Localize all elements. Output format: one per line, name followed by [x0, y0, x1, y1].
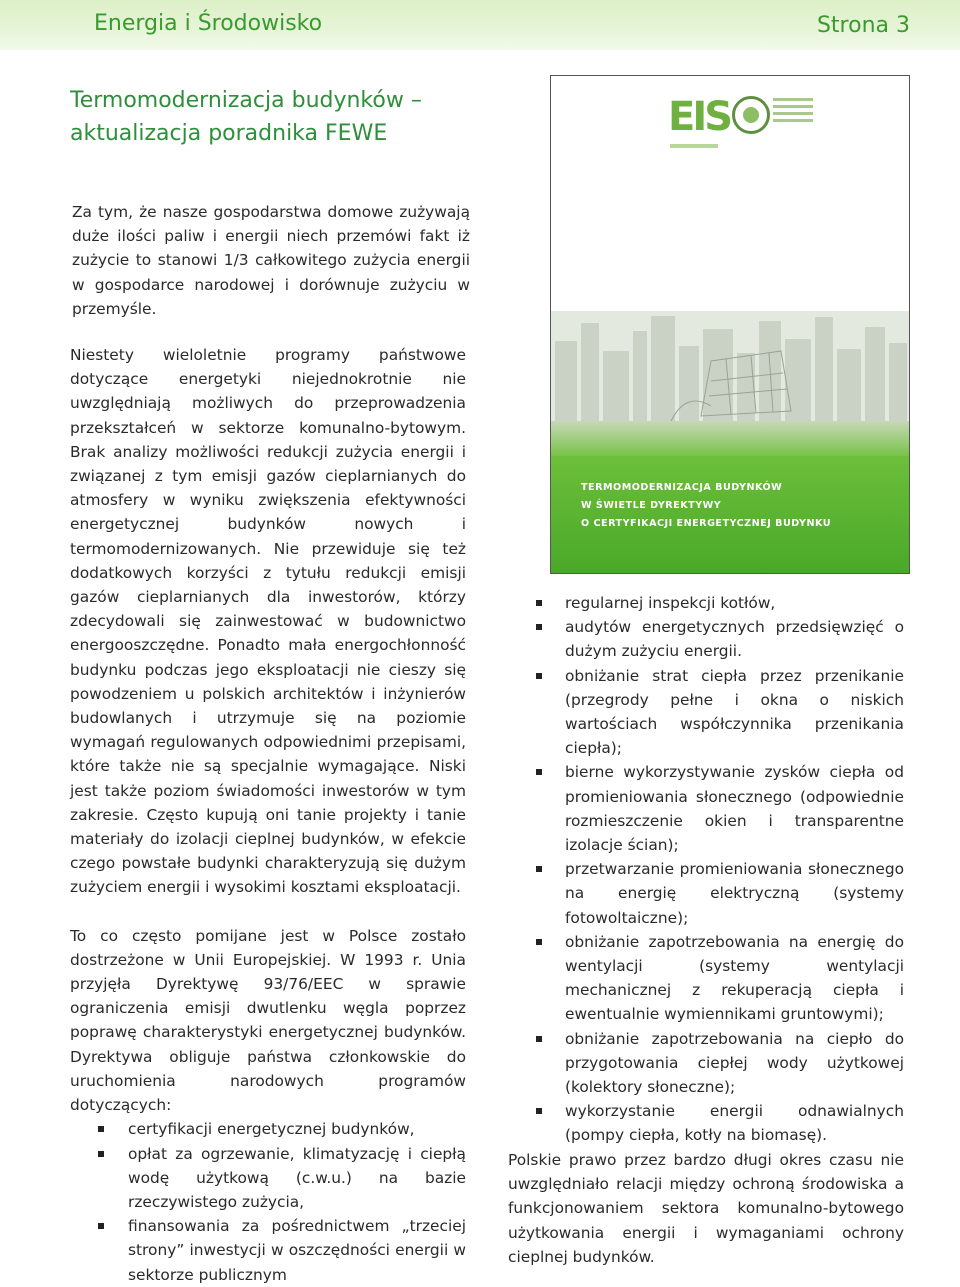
list-item: audytów energetycznych przedsięwzięć o dużym zużyciu energii. — [508, 615, 904, 663]
article-title-line-2: aktualizacja poradnika FEWE — [70, 121, 388, 146]
list-item: opłat za ogrzewanie, klimatyzację i ciepłą wodę użytkową (c.w.u.) na bazie rzeczywistego zużycia, — [70, 1142, 466, 1215]
publication-cover-image — [550, 75, 910, 574]
right-bullet-list — [508, 591, 904, 1148]
list-item: wykorzystanie energii odnawialnych (pompy ciepła, kotły na biomasę). — [508, 1099, 904, 1147]
eis-logo: EIS — [668, 94, 730, 140]
left-bullet-list — [70, 1117, 466, 1286]
header-title: Energia i Środowisko — [94, 11, 323, 36]
closing-text: Polskie prawo przez bardzo długi okres czasu nie uwzględniało relacji między ochroną środowiska a funkcjonowaniem sektora komunalno-bytowego użytkowania energii i wymaganiami ochrony cieplnej budynków. — [508, 1151, 904, 1266]
list-item: bierne wykorzystywanie zysków ciepła od promieniowania słonecznego (odpowiednie rozmieszczenie okien i transparentne izolacje ścian); — [508, 760, 904, 857]
list-item: certyfikacji energetycznej budynków, — [70, 1117, 466, 1141]
list-item: obniżanie strat ciepła przez przenikanie (przegrody pełne i okna o niskich wartościach współczynnika przenikania ciepła); — [508, 664, 904, 761]
article-title-line-1: Termomodernizacja budynków – — [70, 88, 422, 113]
city-skyline-illustration — [551, 311, 909, 421]
paragraph-2: To co często pomijane jest w Polsce zostało dostrzeżone w Unii Europejskiej. W 1993 r. Unia przyjęła Dyrektywę 93/76/EEC w sprawie ograniczenia emisji dwutlenku węgla poprzez poprawę charakterystyki energetycznej budynków. Dyrektywa obliguje państwa członkowskie do uruchomienia narodowych programów dotyczących: — [70, 926, 466, 1115]
main-column — [70, 343, 466, 1287]
intro-text: Za tym, że nasze gospodarstwa domowe zużywają duże ilości paliw i energii niech przemówi fakt iż zużycie to stanowi 1/3 całkowitego zużycia energii w gospodarce narodowej i dorównuje zużyciu w przemyśle. — [72, 203, 470, 318]
header-band — [0, 0, 960, 50]
foundation-logo-text — [773, 98, 813, 126]
cover-logo-area — [551, 76, 909, 316]
foundation-logo-icon — [732, 96, 770, 134]
paragraph-1: Niestety wieloletnie programy państwowe dotyczące energetyki niejednokrotnie nie uwzględniają możliwych do przeprowadzenia przekształceń w sektorze komunalno-bytowym. Brak analizy możliwości redukcji zużycia energii i związanej z tym emisji gazów cieplarnianych do atmosfery w wyniku zwiększenia efektywności energetycznej budynków nowych i termomodernizowanych. Nie przewiduje się też dodatkowych korzyści z tytułu redukcji emisji gazów cieplarnianych dla inwestorów, którzy zdecydowali się zainwestować w budownictwo energooszczędne. Ponadto mała energochłonność budynku podczas jego eksploatacji nie cieszy się powodzeniem u polskich architektów i inżynierów budowlanych i utrzymuje się na poziomie wymagań regulowanych odpowiednimi przepisami, które także nie są specjalnie wymagające. Niski jest także poziom świadomości inwestorów w tym zakresie. Często kupują oni tanie projekty i tanie materiały do izolacji cieplnej budynków, w efekcie czego powstałe budynki charakteryzują się dużym zużyciem energii i wysokimi kosztami eksploatacji. — [70, 346, 466, 897]
cover-gradient — [551, 421, 909, 456]
cover-title: TERMOMODERNIZACJA BUDYNKÓW W ŚWIETLE DYREKTYWY O CERTYFIKACJI ENERGETYCZNEJ BUDYNKU — [581, 482, 832, 529]
right-column-list — [508, 591, 904, 1148]
list-item: obniżanie zapotrzebowania na energię do wentylacji (systemy wentylacji mechanicznej z rekuperacją ciepła i ewentualnie wymiennikami gruntowymi); — [508, 930, 904, 1027]
intro-paragraph — [72, 200, 470, 321]
list-item: regularnej inspekcji kotłów, — [508, 591, 904, 615]
list-item: przetwarzanie promieniowania słonecznego na energię elektryczną (systemy fotowoltaiczne); — [508, 857, 904, 930]
list-item: finansowania za pośrednictwem „trzeciej strony” inwestycji w oszczędności energii w sektorze publicznym — [70, 1214, 466, 1287]
closing-paragraph — [508, 1148, 904, 1269]
list-item: obniżanie zapotrzebowania na ciepło do przygotowania ciepłej wody użytkowej (kolektory słoneczne); — [508, 1027, 904, 1100]
article-title — [70, 84, 530, 150]
page-number: Strona 3 — [816, 13, 910, 38]
